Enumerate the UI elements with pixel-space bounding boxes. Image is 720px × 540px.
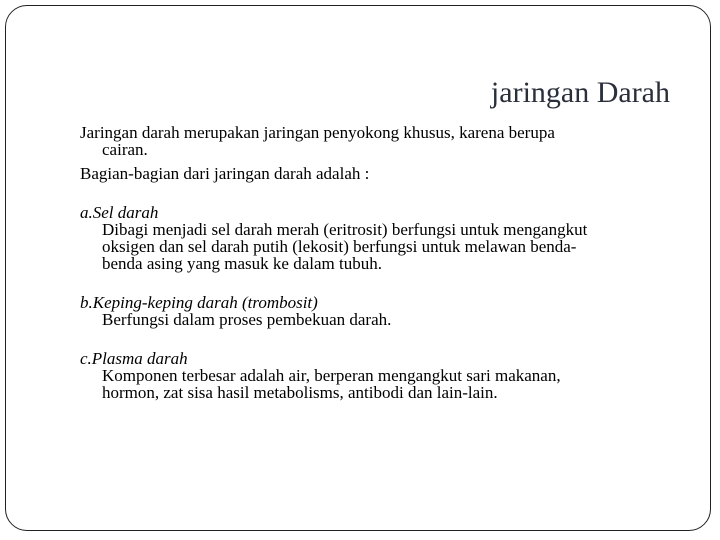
section-sel-darah: [80, 204, 690, 272]
section-line: oksigen dan sel darah putih (lekosit) berfungsi untuk melawan benda-: [102, 237, 577, 256]
section-heading: b.Keping-keping darah (trombosit): [80, 293, 318, 312]
intro-paragraph: [80, 124, 690, 158]
intro-line: Bagian-bagian dari jaringan darah adalah :: [80, 164, 370, 183]
section-line: hormon, zat sisa hasil metabolisms, antibodi dan lain-lain.: [102, 383, 498, 402]
section-heading: a.Sel darah: [80, 203, 159, 222]
section-line: Dibagi menjadi sel darah merah (eritrosit) berfungsi untuk mengangkut: [102, 220, 588, 239]
section-line: Komponen terbesar adalah air, berperan mengangkut sari makanan,: [102, 366, 561, 385]
slide-title: jaringan Darah: [490, 76, 670, 109]
section-line: benda asing yang masuk ke dalam tubuh.: [102, 254, 382, 273]
intro-line-continued: cairan.: [102, 140, 148, 159]
slide-body: [80, 124, 690, 401]
intro-line: Jaringan darah merupakan jaringan penyokong khusus, karena berupa: [80, 123, 555, 142]
section-line: Berfungsi dalam proses pembekuan darah.: [102, 310, 392, 329]
section-heading: c.Plasma darah: [80, 349, 188, 368]
slide-frame: [5, 5, 711, 531]
intro-subheading: [80, 165, 690, 182]
section-keping-darah: [80, 294, 690, 328]
section-plasma-darah: [80, 350, 690, 401]
